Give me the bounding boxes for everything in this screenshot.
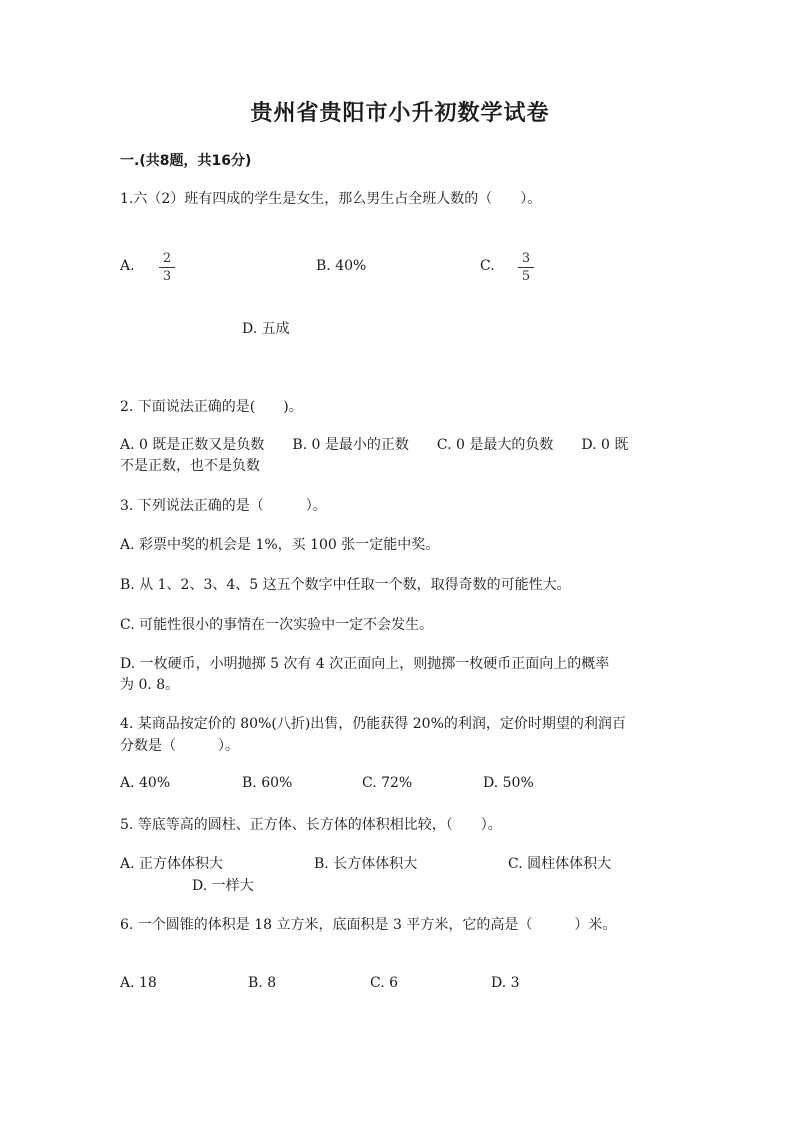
question-5-stem: 5. 等底等高的圆柱、正方体、长方体的体积相比较，（ ）。 — [120, 817, 502, 833]
q3-option-d-line-2: 为 0. 8。 — [120, 677, 180, 693]
q3-option-c: C. 可能性很小的事情在一次实验中一定不会发生。 — [120, 617, 434, 633]
q1-option-c-denominator: 5 — [521, 269, 531, 284]
q4-option-b: B. 60% — [242, 775, 293, 791]
question-3-stem: 3. 下列说法正确的是（ ）。 — [120, 498, 327, 514]
question-6-stem: 6. 一个圆锥的体积是 18 立方米，底面积是 3 平方米，它的高是（ ）米。 — [120, 917, 617, 933]
question-4-stem-line-2: 分数是（ ）。 — [120, 738, 239, 754]
q3-option-b: B. 从 1、2、3、4、5 这五个数字中任取一个数，取得奇数的可能性大。 — [120, 577, 571, 593]
q5-option-a: A. 正方体体积大 — [120, 856, 224, 872]
q4-option-a: A. 40% — [120, 775, 171, 791]
q5-option-d: D. 一样大 — [192, 878, 254, 894]
q4-option-c: C. 72% — [362, 775, 413, 791]
question-4-stem-line-1: 4. 某商品按定价的 80%(八折)出售，仍能获得 20%的利润，定价时期望的利润百 — [120, 716, 626, 732]
q6-option-c: C. 6 — [370, 975, 399, 991]
q4-option-d: D. 50% — [483, 775, 534, 791]
q1-option-a-denominator: 3 — [162, 269, 172, 284]
q2-options-line-2: 不是正数，也不是负数 — [120, 458, 260, 474]
q1-option-c-fraction — [518, 251, 534, 284]
question-2-stem: 2. 下面说法正确的是( )。 — [120, 399, 303, 415]
question-1-stem: 1.六（2）班有四成的学生是女生，那么男生占全班人数的（ ）。 — [120, 191, 542, 207]
q3-option-a: A. 彩票中奖的机会是 1%，买 100 张一定能中奖。 — [120, 537, 440, 553]
q1-option-a-numerator: 2 — [162, 251, 172, 266]
page-title: 贵州省贵阳市小升初数学试卷 — [250, 101, 550, 126]
q6-option-d: D. 3 — [491, 975, 520, 991]
q1-option-a-label: A. — [120, 258, 135, 274]
q3-option-d-line-1: D. 一枚硬币，小明抛掷 5 次有 4 次正面向上，则抛掷一枚硬币正面向上的概率 — [120, 656, 610, 672]
q5-option-b: B. 长方体体积大 — [314, 856, 418, 872]
fraction-bar — [159, 267, 175, 268]
q6-option-a: A. 18 — [120, 975, 157, 991]
q1-option-b: B. 40% — [316, 258, 367, 274]
q1-option-a-fraction — [159, 251, 175, 284]
q1-option-c-label: C. — [480, 258, 495, 274]
q6-option-b: B. 8 — [248, 975, 277, 991]
q1-option-c-numerator: 3 — [521, 251, 531, 266]
q5-option-c: C. 圆柱体体积大 — [508, 856, 612, 872]
q1-option-d: D. 五成 — [242, 321, 290, 337]
fraction-bar — [518, 267, 534, 268]
section-header: 一.(共8题，共16分) — [120, 153, 252, 169]
q2-options-line-1: A. 0 既是正数又是负数 B. 0 是最小的正数 C. 0 是最大的负数 D. 0 既 — [120, 437, 629, 453]
